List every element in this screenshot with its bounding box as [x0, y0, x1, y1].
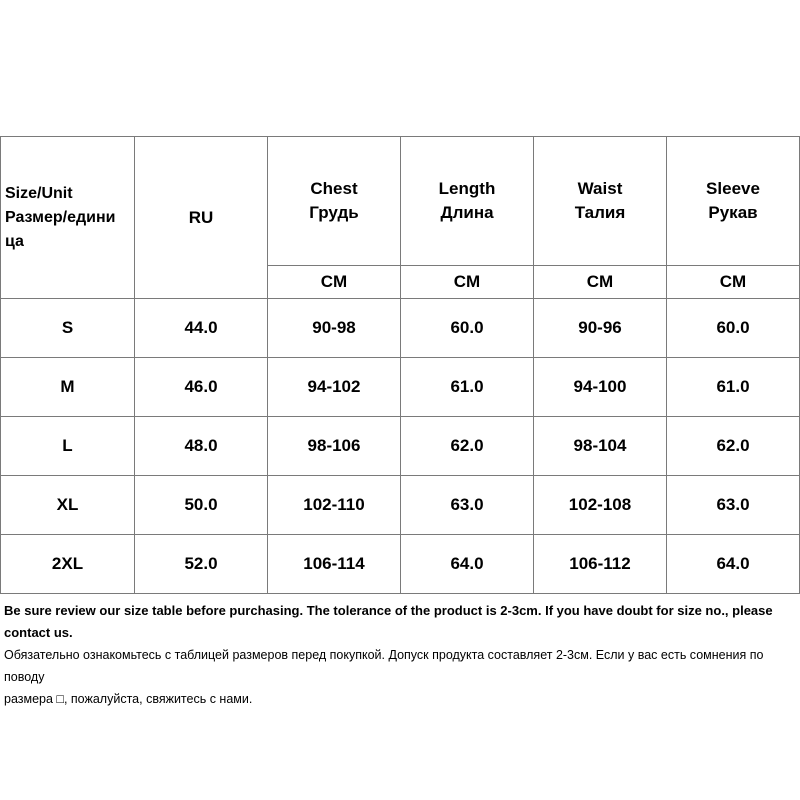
ru-cell: 52.0: [135, 535, 268, 594]
chest-header-ru: Грудь: [309, 203, 359, 222]
length-cell: 62.0: [401, 417, 534, 476]
waist-cell: 90-96: [534, 299, 667, 358]
length-cell: 61.0: [401, 358, 534, 417]
sleeve-cell: 63.0: [667, 476, 800, 535]
waist-cell: 102-108: [534, 476, 667, 535]
ru-cell: 48.0: [135, 417, 268, 476]
waist-header-ru: Талия: [574, 203, 626, 222]
notes: [4, 600, 800, 710]
sleeve-cell: 60.0: [667, 299, 800, 358]
size-table: [0, 136, 800, 594]
size-unit-header: [1, 137, 135, 299]
waist-cell: 98-104: [534, 417, 667, 476]
waist-header-en: Waist: [577, 179, 623, 198]
note-en: Be sure review our size table before purchasing. The tolerance of the product is 2-3cm. If you have doubt for size no., please contact us.: [4, 603, 773, 640]
chest-cell: 94-102: [268, 358, 401, 417]
length-header: [401, 137, 534, 266]
ru-header: RU: [135, 137, 268, 299]
note-ru-cont: размера □, пожалуйста, свяжитесь с нами.: [4, 692, 253, 706]
chest-cell: 90-98: [268, 299, 401, 358]
length-header-en: Length: [438, 179, 496, 198]
sleeve-header-en: Sleeve: [706, 179, 760, 198]
table-row: [1, 417, 800, 476]
header-row: [1, 137, 800, 266]
length-cell: 63.0: [401, 476, 534, 535]
sleeve-cell: 61.0: [667, 358, 800, 417]
length-header-ru: Длина: [440, 203, 494, 222]
sleeve-header: [667, 137, 800, 266]
ru-cell: 44.0: [135, 299, 268, 358]
chest-header-en: Chest: [310, 179, 358, 198]
size-unit-header-ru-cont: ца: [5, 232, 24, 250]
size-cell: S: [1, 299, 135, 358]
length-cell: 64.0: [401, 535, 534, 594]
sleeve-header-ru: Рукав: [708, 203, 758, 222]
waist-header: [534, 137, 667, 266]
chest-unit: CM: [268, 266, 401, 299]
ru-cell: 50.0: [135, 476, 268, 535]
size-cell: L: [1, 417, 135, 476]
chest-cell: 98-106: [268, 417, 401, 476]
note-ru: Обязательно ознакомьтесь с таблицей размеров перед покупкой. Допуск продукта составляет 2-3см. Если у вас есть сомнения по поводу: [4, 648, 764, 684]
table-row: [1, 535, 800, 594]
sleeve-cell: 62.0: [667, 417, 800, 476]
length-unit: CM: [401, 266, 534, 299]
table-row: [1, 476, 800, 535]
waist-cell: 94-100: [534, 358, 667, 417]
size-cell: M: [1, 358, 135, 417]
sleeve-unit: CM: [667, 266, 800, 299]
table-row: [1, 358, 800, 417]
size-cell: XL: [1, 476, 135, 535]
length-cell: 60.0: [401, 299, 534, 358]
waist-cell: 106-112: [534, 535, 667, 594]
size-unit-header-ru: Размер/едини: [5, 208, 116, 226]
chest-cell: 102-110: [268, 476, 401, 535]
table-row: [1, 299, 800, 358]
sleeve-cell: 64.0: [667, 535, 800, 594]
chest-cell: 106-114: [268, 535, 401, 594]
chest-header: [268, 137, 401, 266]
ru-cell: 46.0: [135, 358, 268, 417]
size-cell: 2XL: [1, 535, 135, 594]
size-unit-header-en: Size/Unit: [5, 184, 73, 202]
waist-unit: CM: [534, 266, 667, 299]
